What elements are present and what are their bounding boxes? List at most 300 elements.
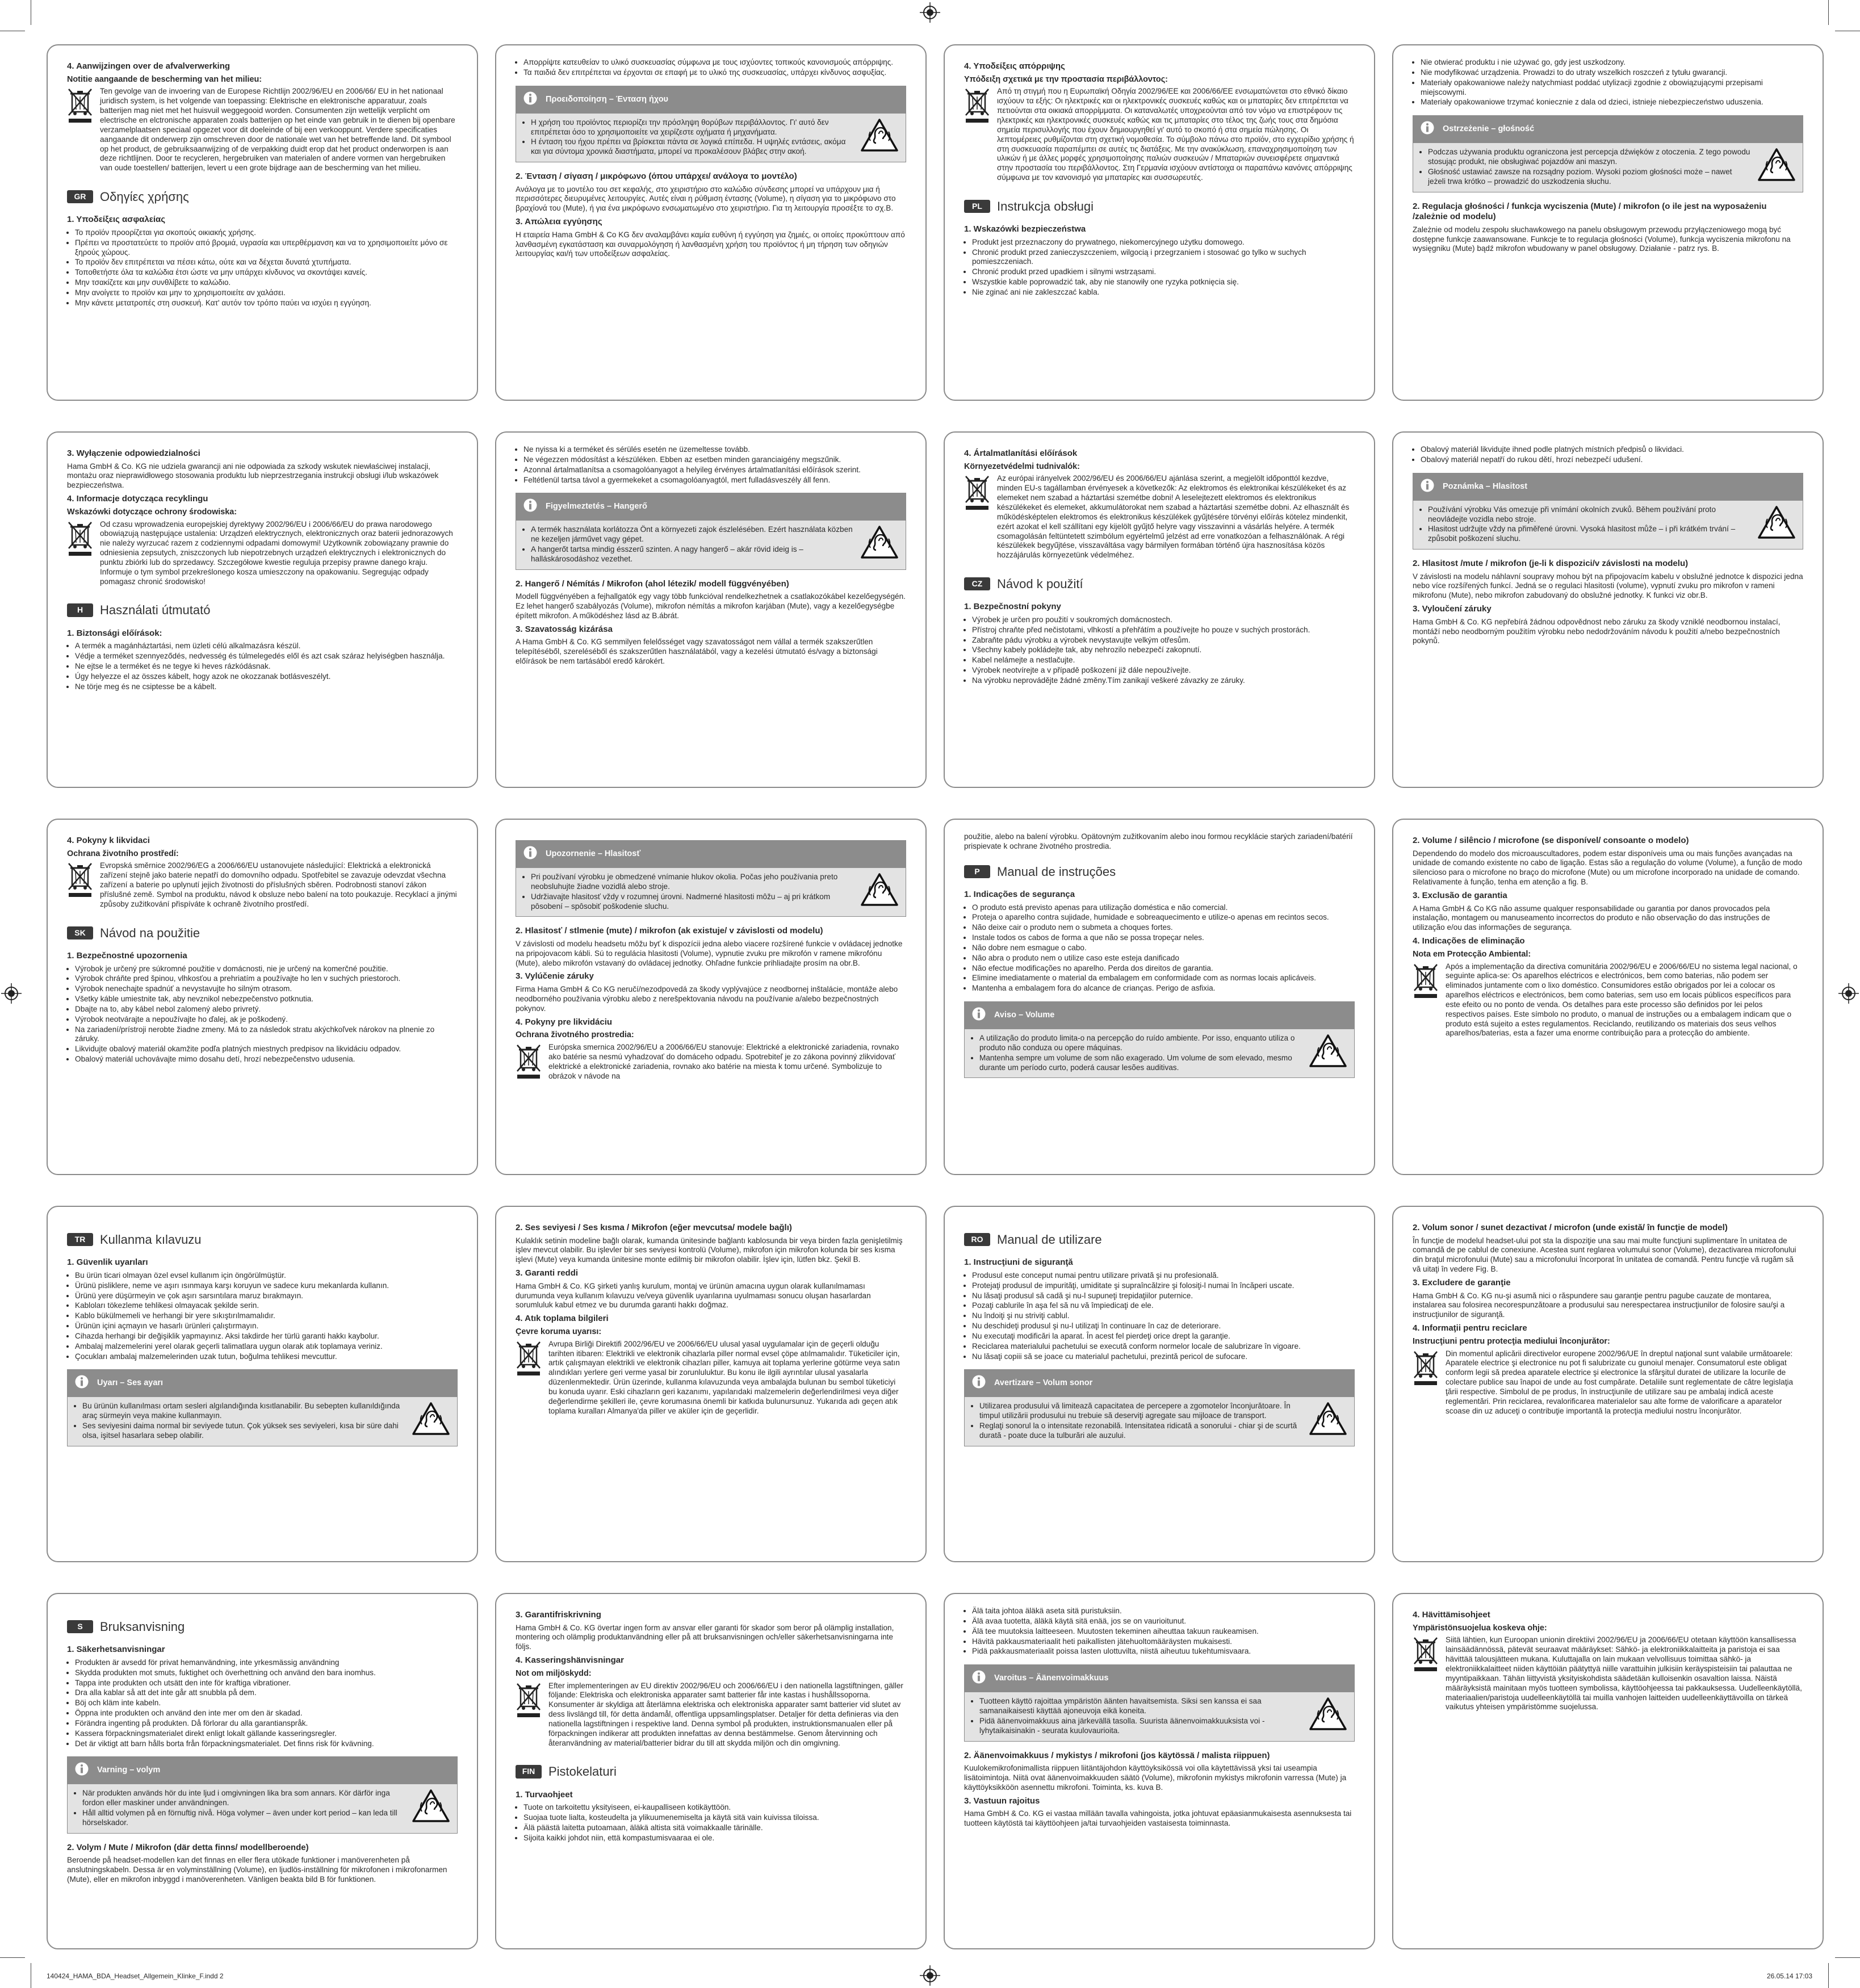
section-heading: 1. Instrucţiuni de siguranţă	[964, 1257, 1073, 1268]
list-item: • Nu lăsaţi produsul să cadă şi nu-l supuneţi trepidaţiilor puternice.	[972, 1291, 1355, 1301]
hearing-damage-icon	[1757, 148, 1797, 187]
list-item: • Kabel nelámejte a nestlačujte.	[972, 656, 1355, 665]
info-icon	[971, 1670, 986, 1688]
warning-header	[68, 1370, 457, 1397]
language-title: Manual de utilizare	[997, 1232, 1102, 1247]
language-code-badge: CZ	[964, 577, 990, 590]
list-item: • Produkten är avsedd för privat hemanvändning, inte yrkesmässig användning	[75, 1658, 458, 1668]
list-item: • Förändra ingenting på produkten. Då förlorar du alla garantianspråk.	[75, 1719, 458, 1729]
section-subheading: Notitie aangaande de bescherming van het milieu:	[67, 74, 262, 84]
warning-item: • Pri používaní výrobku je obmedzené vnímanie hlukov okolia. Počas jeho používania preto neobsluhujte žiadne vozidlá alebo stroje.	[531, 873, 854, 892]
hearing-damage-icon	[860, 873, 900, 912]
warning-item: • Ses seviyesini daima normal bir seviyede tutun. Çok yüksek ses seviyeleri, kısa bir süre dahi olsa, işitsel hasarlara sebep olabilir.	[82, 1421, 406, 1441]
warning-body	[68, 1397, 457, 1445]
list-item: • Likvidujte obalový materiál okamžite podľa platných miestnych predpisov na likvidáciu odpadov.	[75, 1045, 458, 1054]
list-item: • Úgy helyezze el az összes kábelt, hogy azok ne okozzanak botlásveszélyt.	[75, 672, 458, 682]
section-heading: 2. Volume / silêncio / microfone (se disponível/ consoante o modelo)	[1413, 836, 1689, 845]
list-item: • Proteja o aparelho contra sujidade, humidade e sobreaquecimento e utilize-o apenas em recintos secos.	[972, 913, 1355, 922]
crop-mark	[1835, 1957, 1860, 1958]
section-subheading: Υπόδειξη σχετικά με την προστασία περιβάλλοντος:	[964, 74, 1168, 84]
warning-title: Avertizare – Volum sonor	[994, 1378, 1093, 1388]
leaflet-panel	[47, 1206, 478, 1562]
list-item: • Přístroj chraňte před nečistotami, vlhkostí a přehřátím a používejte ho pouze v suchých prostorách.	[972, 626, 1355, 635]
leaflet-panel	[495, 1593, 927, 1949]
registration-mark-icon	[1, 983, 22, 1004]
crossed-bin-icon	[67, 520, 94, 590]
bullet-list	[516, 1803, 906, 1843]
language-code-badge: P	[964, 865, 990, 878]
bullet-list	[516, 58, 906, 78]
section-heading: 3. Szavatosság kizárása	[516, 624, 613, 634]
list-item: • Azonnal ártalmatlanítsa a csomagolóanyagot a helyileg érvényes ártalmatlanítási előírások szerint.	[523, 465, 906, 475]
section-subheading: Ochrana životního prostředí:	[67, 849, 179, 858]
leaflet-panel	[47, 44, 478, 401]
list-item: • Ne törje meg és ne csiptesse be a kábelt.	[75, 682, 458, 692]
crossed-bin-icon	[1413, 1349, 1440, 1420]
crossed-bin-icon	[516, 1340, 543, 1420]
list-item: • Protejaţi produsul de impurităţi, umiditate şi supraîncălzire şi folosiţi-l numai în încăperi uscate.	[972, 1281, 1355, 1291]
bullet-list	[67, 641, 458, 691]
warning-list	[74, 1402, 406, 1441]
list-item: • Nu executaţi modificări la aparat. În acest fel pierdeţi orice drept la garanţie.	[972, 1332, 1355, 1341]
section-heading: 1. Wskazówki bezpieczeństwa	[964, 224, 1086, 234]
crossed-bin-icon	[67, 87, 94, 177]
list-item: • Feltétlenül tartsa távol a gyermekeket a csomagolóanyagtól, mert fulladásveszély áll fenn.	[523, 476, 906, 485]
footer-date: 26.05.14 17:03	[1766, 1972, 1812, 1980]
language-code-badge: S	[67, 1620, 93, 1633]
paragraph: A Hama GmbH & Co KG não assume qualquer responsabilidade ou garantia por danos provocados pela instalação, montagem ou manuseamento incorrectos do produto e não observação do das instruções de utilização e/ou das informações de segurança.	[1413, 904, 1770, 932]
warning-body	[965, 1029, 1354, 1077]
section-heading: 2. Hlasitosť / stlmenie (mute) / mikrofon (ak existuje/ v závislosti od modelu)	[516, 926, 823, 936]
crossed-bin-icon	[67, 861, 94, 912]
list-item: • Reciclarea materialului pachetului se execută conform normelor locale de salubrizare în vigoare.	[972, 1342, 1355, 1352]
list-item: • Τα παιδιά δεν επιτρέπεται να έρχονται σε επαφή με το υλικό της συσκευασίας, υπάρχει κίνδυνος ασφυξίας.	[523, 68, 906, 78]
disposal-notice	[964, 87, 1355, 186]
list-item: • Skydda produkten mot smuts, fuktighet och överhettning och använd den bara inomhus.	[75, 1668, 458, 1678]
info-icon	[971, 1006, 986, 1025]
leaflet-panel	[47, 1593, 478, 1949]
list-item: • Védje a terméket szennyeződés, nedvesség és túlmelegedés elől és azt csak száraz helyiségben használja.	[75, 652, 458, 661]
paragraph: Hama GmbH & Co. KG şirketi yanlış kurulum, montaj ve ürünün amacına uygun olarak kullanılmaması durumunda veya kullanım kılavuzu ve/veya güvenlik uyarılarına uyulmaması sonucu oluşan hasarlardan sorumluluk kabul etmez ve bu durumda garanti hakkı doğmaz.	[516, 1281, 871, 1310]
bullet-list	[67, 1271, 458, 1362]
bullet-list	[964, 903, 1355, 994]
hearing-damage-icon	[860, 525, 900, 564]
paragraph: Η εταιρεία Hama GmbH & Co KG δεν αναλαμβάνει καμία ευθύνη ή εγγύηση για ζημιές, οι οποίες προκύπτουν από λανθασμένη εγκατάσταση και συναρμολόγηση ή λανθασμένη χρήση του προϊόντος ή μη τήρηση των οδηγιών λειτουργίας και/ή των υποδείξεων ασφαλείας.	[516, 230, 905, 258]
list-item: • O produto está previsto apenas para utilização doméstica e não comercial.	[972, 903, 1355, 913]
paragraph: Kulaklık setinin modeline bağlı olarak, kumanda ünitesinde bağlantı kablosunda bir veya birden fazla genişletilmiş işlev mevcut olabilir. Bu işlevler bir ses seviyesi kontrolü (Volume), mikrofon için mikrofon kolunda bir ses kısma işlevi (Mute) veya kumanda ünitesine monte edilmiş bir mikrofon olabilir. İşlev için, lütfen bkz. Şekil B.	[516, 1236, 903, 1264]
registration-mark-icon	[920, 2, 940, 23]
warning-item: • När produkten används hör du inte ljud i omgivningen lika bra som annars. Kör därför inga fordon eller maskiner under användningen.	[82, 1789, 406, 1808]
list-item: • Obalový materiál likvidujte ihned podle platných místních předpisů o likvidaci.	[1421, 445, 1803, 455]
list-item: • Ne nyissa ki a terméket és sérülés esetén ne üzemeltesse tovább.	[523, 445, 906, 455]
leaflet-grid	[47, 44, 1812, 1952]
warning-item: • Håll alltid volymen på en förnuftig nivå. Höga volymer – även under kort period – kan leda till hörselskador.	[82, 1809, 406, 1828]
section-heading: 2. Hlasitost /mute / mikrofon (je-li k dispozici/v závislosti na modelu)	[1413, 559, 1689, 569]
disposal-text: Siitä lähtien, kun Euroopan unionin direktiivi 2002/96/EU ja 2006/66/EU otetaan käyttöön kansallisessa lainsäädännössä, pätevät seuraavat määräykset: Sähkö- ja elektroniikkalaitteita ja paristoja ei saa hävittää talousjätteen mukana. Kuluttajalla on lain mukaan velvollisuus toimittaa sähkö- ja elektroniikkalaitteet niiden käyttöiän päätyttyä niille varattuihin julkisiin keräyspisteisiin tai palauttaa ne myyntipaikkaan. Tähän liittyvistä yksityiskohdista säädetään kulloisenkin osavaltion laissa. Näistä määräyksistä mainitaan myös tuotteen symbolissa, käyttöohjeessa tai pakkauksessa. Uudelleenkäytöllä, materiaalien/paristoja uudelleenkäytöllä tai muilla vanhojen laitteiden uudelleenkäyttävoilla on tärkeä vaikutus yhteisen ympäristömme suojelussa.	[1446, 1635, 1802, 1712]
list-item: • Älä taita johtoa äläkä aseta sitä puristuksiin.	[972, 1607, 1355, 1616]
leaflet-panel	[495, 819, 927, 1175]
list-item: • Ürünü pisliklere, neme ve aşırı ısınmaya karşı koruyun ve sadece kuru mekanlarda kullanın.	[75, 1281, 458, 1291]
paragraph: Zależnie od modelu zespołu słuchawkowego na panelu obsługowym przewodu przyłączeniowego mogą być dostępne funkcje zaawansowane. Funkcje te to regulacja głośności (Volume), funkcja wyciszenia mikrofonu na wysięgniku (Mute) bądź mikrofon wbudowany w panel obsługowy. Działanie - patrz rys. B.	[1413, 225, 1791, 253]
list-item: • Chronić produkt przed zanieczyszczeniem, wilgocią i przegrzaniem i stosować go tylko w suchych pomieszczeniach.	[972, 248, 1355, 267]
section-subheading: Nota em Protecção Ambiental:	[1413, 949, 1531, 959]
paragraph: A Hama GmbH & Co. KG semmilyen felelősséget vagy szavatosságot nem vállal a termék szakszerűtlen telepítéséből, szereléséből és szakszerűtlen használatából, vagy a kezelési útmutató és/vagy a biztonsági előírások be nem tartásából eredő károkért.	[516, 637, 878, 666]
section-heading: 1. Indicações de segurança	[964, 889, 1075, 899]
crossed-bin-icon	[1413, 1635, 1440, 1716]
leaflet-panel	[944, 1206, 1375, 1562]
registration-mark-icon	[920, 1965, 940, 1986]
language-header	[67, 1232, 458, 1247]
list-item: • Älä tee muutoksia laitteeseen. Muutosten tekeminen aiheuttaa takuun raukeamisen.	[972, 1627, 1355, 1637]
hearing-damage-icon	[1757, 505, 1797, 544]
list-item: • A termék a magánháztartási, nem üzleti célú alkalmazásra készül.	[75, 641, 458, 651]
paragraph: Beroende på headset-modellen kan det finnas en eller flera utökade funktioner i manöverenheten på anslutningskabeln. Dessa är en volyminställning (Volume), en ljudlös-inställning för mikrofonen i mikrofonarmen (Mute), eller en mikrofon inbyggd i manöverenheten. Vänligen beakta bild B för funktionen.	[67, 1856, 447, 1884]
warning-body	[1413, 143, 1803, 191]
list-item: • Ne végezzen módosítást a készüléken. Ebben az esetben minden garanciaigény megszűnik.	[523, 455, 906, 465]
warning-item: • Podczas używania produktu ograniczona jest percepcja dźwięków z otoczenia. Z tego powodu stosując produkt, nie obsługiwać pojazdów ani maszyn.	[1428, 148, 1752, 167]
warning-item: • Η χρήση του προϊόντος περιορίζει την πρόσληψη θορύβων περιβάλλοντος. Γι' αυτό δεν επιτρέπεται όσο το χρησιμοποιείτε να χειρίζεστε οχήματα ή μηχανήματα.	[531, 118, 854, 137]
list-item: • Obalový materiál uchovávajte mimo dosahu detí, hrozí nebezpečenstvo udusenia.	[75, 1055, 458, 1064]
leaflet-panel	[944, 44, 1375, 401]
section-heading: 1. Turvaohjeet	[516, 1789, 573, 1800]
section-heading: 3. Garanti reddi	[516, 1268, 579, 1278]
warning-box	[1413, 115, 1803, 192]
section-heading: 4. Pokyny k likvidaci	[67, 836, 150, 845]
hearing-damage-icon	[860, 118, 900, 157]
list-item: • Všechny kabely pokládejte tak, aby nehrozilo nebezpečí zakopnutí.	[972, 645, 1355, 655]
crossed-bin-icon	[1413, 962, 1440, 1042]
list-item: • Nu deschideţi produsul şi nu-l utilizaţi în continuare în caz de deteriorare.	[972, 1322, 1355, 1331]
warning-box	[516, 493, 906, 569]
leaflet-panel	[1392, 1593, 1824, 1949]
list-item: • Não abra o produto nem o utilize caso este esteja danificado	[972, 954, 1355, 963]
leaflet-panel	[495, 1206, 927, 1562]
bullet-list	[964, 238, 1355, 297]
section-subheading: Instrucţiuni pentru protecţia mediului înconjurător:	[1413, 1336, 1610, 1346]
hearing-damage-icon	[1309, 1697, 1348, 1736]
bullet-list	[1413, 445, 1803, 465]
disposal-notice	[516, 1340, 906, 1420]
list-item: • Kabloları tökezleme tehlikesi olmayacak şekilde serin.	[75, 1301, 458, 1311]
leaflet-panel	[47, 431, 478, 788]
language-title: Instrukcja obsługi	[997, 199, 1094, 213]
disposal-notice	[67, 520, 458, 590]
info-icon	[1420, 120, 1435, 139]
leaflet-panel	[944, 819, 1375, 1175]
warning-title: Upozornenie – Hlasitosť	[546, 849, 641, 858]
language-title: Bruksanvisning	[100, 1620, 185, 1634]
disposal-notice	[516, 1681, 906, 1752]
list-item: • Το προϊόν δεν επιτρέπεται να πέσει κάτω, ούτε και να δέχεται δυνατά χτυπήματα.	[75, 258, 458, 267]
language-header	[964, 864, 1355, 879]
list-item: • Suojaa tuote lialta, kosteudelta ja ylikuumenemiselta ja käytä sitä vain kuivissa tiloissa.	[523, 1813, 906, 1823]
list-item: • Nie modyfikować urządzenia. Prowadzi to do utraty wszelkich roszczeń z tytułu gwarancji.	[1421, 68, 1803, 78]
section-heading: 4. Atık toplama bilgileri	[516, 1314, 609, 1324]
warning-body	[965, 1397, 1354, 1445]
section-heading: 1. Güvenlik uyarıları	[67, 1257, 148, 1268]
warning-body	[68, 1784, 457, 1832]
leaflet-panel	[47, 819, 478, 1175]
section-subheading: Ympäristönsuojelua koskeva ohje:	[1413, 1623, 1547, 1633]
list-item: • Wszystkie kable poprowadzić tak, aby nie stanowiły one ryzyka potknięcia się.	[972, 278, 1355, 287]
list-item: • Instale todos os cabos de forma a que não se possa tropeçar neles.	[972, 933, 1355, 943]
warning-header	[516, 493, 906, 521]
bullet-list	[67, 1658, 458, 1749]
paragraph: Firma Hama GmbH & Co KG neručí/nezodpovedá za škody vyplývajúce z neodbornej inštalácie, montáže alebo neodborného používania výrobku alebo z nerešpektovania návodu na používanie a/alebo bezpečnostných pokynov.	[516, 985, 898, 1013]
disposal-notice	[516, 1043, 906, 1084]
warning-box	[67, 1369, 458, 1446]
registration-mark-icon	[1838, 983, 1859, 1004]
list-item: • Nu îndoiţi şi nu striviţi cablul.	[972, 1311, 1355, 1321]
list-item: • Μην κάνετε μετατροπές στη συσκευή. Κατ' αυτόν τον τρόπο παύει να ισχύει η εγγύηση.	[75, 299, 458, 308]
warning-item: • Hlasitost udržujte vždy na přiměřené úrovni. Vysoká hlasitost může – i při krátkém trvání – způsobit poškození sluchu.	[1428, 525, 1752, 544]
warning-title: Ostrzeżenie – głośność	[1443, 124, 1535, 134]
language-header	[516, 1764, 906, 1779]
section-heading: 3. Exclusão de garantia	[1413, 890, 1507, 900]
section-heading: 4. Informacje dotycząca recyklingu	[67, 494, 208, 504]
section-heading: 4. Ártalmatlanítási előírások	[964, 448, 1078, 458]
bullet-list	[67, 964, 458, 1064]
hearing-damage-icon	[1309, 1402, 1348, 1441]
disposal-text: Az európai irányelvek 2002/96/EU és 2006/66/EU ajánlása szerint, a megjelölt időponttól kezdve, minden EU-s tagállamban érvényesek a következők: Az elektromos és elektronikai készülékeket és az elemeket nem szabad a háztartási szemétbe dobni! A leselejtezett elektromos és elektronikus készülékeket és elemeket, akkumulátorokat nem szabad a háztartási szemétbe dobni. Az elhasznált és működésképtelen elektromos és elektronikus készülékek gyűjtésére törvényi előírás kötelez mindenkit, ezért azokat el kell szállítani egy kijelölt gyűjtő helyre vagy visszavinni a vásárlás helyére. A termék csomagolásán feltüntetett szimbólum egyértelmű jelzést ad erre vonatkozóan a felhasználónak. A régi készülékek begyűjtése, visszaváltása vagy bármilyen formában történő újra hasznosítása közös hozzájárulás környezetünk védelméhez.	[997, 474, 1350, 560]
section-heading: 2. Volym / Mute / Mikrofon (där detta finns/ modellberoende)	[67, 1842, 309, 1852]
section-heading: 2. Regulacja głośności / funkcja wyciszenia (Mute) / mikrofon (o ile jest na wyposażeniu /zależnie od modelu)	[1413, 201, 1767, 222]
section-heading: 4. Pokyny pre likvidáciu	[516, 1017, 613, 1027]
list-item: • Não deixe cair o produto nem o submeta a choques fortes.	[972, 923, 1355, 933]
warning-header	[1413, 116, 1803, 143]
crossed-bin-icon	[964, 87, 991, 186]
disposal-text: Efter implementeringen av EU direktiv 2002/96/EU och 2006/66/EU i den nationella lagstiftningen, gäller följande: Elektriska och elektroniska apparater samt batterier får inte kastas i hushållssoporna. Konsumenter är skyldiga att återlämna elektriska och elektroniska apparater samt batterier vid slutet av dess livslängd till, för detta ändamål, offentliga uppsamlingsplatser. Detaljer för detta definieras via den nationella lagstiftningen i respektive land. Denna symbol på produkten, instruktionsmanualen eller på förpackningen indikerar att produkten innefattas av denna bestämmelse. Genom återvinning och återanvändning av material/batterier bidrar du till att skydda miljön och din omgivning.	[548, 1681, 903, 1747]
warning-list	[523, 118, 854, 157]
list-item: • Det är viktigt att barn hålls borta från förpackningsmaterialet. Det finns risk för kvävning.	[75, 1739, 458, 1749]
paragraph: În funcţie de modelul headset-ului pot sta la dispoziţie una sau mai multe funcţiuni suplimentare în unitatea de comandă de pe cablul de conexiune. Acestea sunt reglarea volumului sonor (Volume), dezactivarea microfonului din braţul microfonului (Mute) sau a microfonului încorporat în unitatea de comandă. Pentru funcţie vă rugăm să vă uitaţi în vedere Fig. B.	[1413, 1236, 1796, 1274]
section-heading: 2. Ένταση / σίγαση / μικρόφωνο (όπου υπάρχει/ ανάλογα το μοντέλο)	[516, 171, 797, 182]
warning-body	[516, 868, 906, 916]
warning-item: • Głośność ustawiać zawsze na rozsądny poziom. Wysoki poziom głośności może – nawet jeżeli trwa krótko – prowadzić do uszkodzenia słuchu.	[1428, 167, 1752, 187]
disposal-notice	[964, 474, 1355, 564]
section-heading: 1. Biztonsági előírások:	[67, 628, 162, 638]
list-item: • Bu ürün ticari olmayan özel evsel kullanım için öngörülmüştür.	[75, 1271, 458, 1281]
section-heading: 1. Bezpečnostné upozornenia	[67, 950, 187, 961]
warning-item: • Používání výrobku Vás omezuje při vnímání okolních zvuků. Během používání proto neovládejte vozidla nebo stroje.	[1428, 505, 1752, 525]
list-item: • Na zariadení/prístroji nerobte žiadne zmeny. Má to za následok stratu akýchkoľvek nárokov na plnenie zo záruky.	[75, 1025, 458, 1045]
bullet-list	[964, 1607, 1355, 1656]
section-heading: 2. Volum sonor / sunet dezactivat / microfon (unde există/ în funcţie de model)	[1413, 1223, 1728, 1232]
warning-body	[516, 521, 906, 569]
leaflet-panel	[1392, 1206, 1824, 1562]
list-item: • Produsul este conceput numai pentru utilizare privată şi nu profesională.	[972, 1271, 1355, 1281]
list-item: • Το προϊόν προορίζεται για σκοπούς οικιακής χρήσης.	[75, 228, 458, 238]
bullet-list	[964, 615, 1355, 686]
warning-item: • Mantenha sempre um volume de som não exagerado. Um volume de som elevado, mesmo durante um período curto, poderá causar lesões auditivas.	[979, 1054, 1303, 1073]
paragraph: V závislosti na modelu náhlavní soupravy mohou být na připojovacím kabelu v obslužné jednotce k dispozici jedna nebo více rozšířených funkcí. Jedná se o regulaci hlasitosti (volume), vypnutí zvuku pro mikrofon v rameni mikrofonu (Mute), nebo mikrofon zabudovaný do obslužné jednotky. K funkci viz obr.B.	[1413, 572, 1803, 600]
list-item: • Απορρίψτε κατευθείαν το υλικό συσκευασίας σύμφωνα με τους ισχύοντες τοπικούς κανονισμούς απόρριψης.	[523, 58, 906, 68]
warning-list	[971, 1697, 1303, 1736]
paragraph: Ανάλογα με το μοντέλο του σετ κεφαλής, στο χειριστήριο στο καλώδιο σύνδεσης μπορεί να υπάρχουν μια ή περισσότερες διευρυμένες λειτουργίες. Αυτές είναι η ρύθμιση έντασης (Volume), η σίγαση για το μικρόφωνο στο βραχίονά του (Mute), ή για ένα μικρόφωνο ενσωματωμένο στο χειριστήριο. Για τη λειτουργία προσέξτε το σχ.B.	[516, 184, 896, 213]
language-header	[67, 602, 458, 618]
disposal-notice	[1413, 962, 1803, 1042]
disposal-notice	[1413, 1349, 1803, 1420]
disposal-text: Από τη στιγμή που η Ευρωπαϊκή Οδηγία 2002/96/EE και 2006/66/EE ενσωματώνεται στο εθνικό δίκαιο ισχύουν τα εξής: Οι ηλεκτρικές και οι ηλεκτρονικές συσκευές καθώς και οι μπαταρίες δεν επιτρέπεται να πετιούνται στα οικιακά απορρίμματα. Οι καταναλωτές υποχρεούνται από τον νόμο να επιστρέφουν τις ηλεκτρικές και ηλεκτρονικές συσκευές καθώς και τις μπαταρίες στο τέλος της ζωής τους στα δημόσια σημεία περισυλλογής που έχουν δημιουργηθεί γι' αυτό το σκοπό ή στα σημεία πώλησης. Οι λεπτομέρειες ρυθμίζονται στη σχετική νομοθεσία. Το σύμβολο πάνω στο προϊόν, στο εγχειρίδιο χρήσης ή στη συσκευασία παραπέμπει σε αυτές τις διατάξεις. Με την ανακύκλωση, επαναχρησιμοποίηση των υλικών ή με άλλες μορφές χρησιμοποίησης παλιών συσκευών / Μπαταριών συνεισφέρετε σημαντικά στην προστασία του περιβάλλοντος. Στη Γερμανία ισχύουν αντίστοιχα οι παραπάνω κανόνες απόρριψης σύμφωνα με τον κανονισμό για μπαταρίες και συσσωρευτές.	[997, 87, 1354, 182]
paragraph: Dependendo do modelo dos microauscultadores, podem estar disponíveis uma ou mais funções avançadas na unidade de comando existente no cabo de ligação. Estas são a regulação do volume (Volume), a função de modo silencioso para o microfone no braço do microfone (Mute) ou um microfone incorporado na unidade de comando. Relativamente à função, tenha em atenção a fig. B.	[1413, 849, 1803, 887]
section-heading: 3. Excludere de garanţie	[1413, 1277, 1511, 1287]
language-title: Návod k použití	[997, 577, 1083, 592]
warning-item: • Bu ürünün kullanılması ortam sesleri algılandığında kısıtlanabilir. Bu sebepten kullanıldığında araç sürmeyin veya makine kullanmayın.	[82, 1402, 406, 1421]
disposal-notice	[67, 87, 458, 177]
paragraph: použitie, alebo na balení výrobku. Opätovným zužitkovaním alebo inou formou recyklácie starých zariadení/batérií prispievate k ochrane životného prostredia.	[964, 832, 1353, 850]
list-item: • Hävitä pakkausmateriaalit heti paikallisten jätehuoltomääräysten mukaisesti.	[972, 1637, 1355, 1647]
paragraph: V závislosti od modelu headsetu môžu byť k dispozícii jedna alebo viacere rozšírené funkcie v ovládacej jednotke na pripojovacom kábli. Sú to regulácia hlasitosti (Volume), vypnutie zvuku pre mikrofón v ramene mikrofónu (Mute), alebo mikrofón vstavaný do ovládacej jednotky. Ohľadne funkcie prihliadajte prosím na obr.B.	[516, 939, 903, 967]
paragraph: Hama GmbH & Co. KG nepřebírá žádnou odpovědnost nebo záruku za škody vzniklé neodbornou instalací, montáží nebo neodborným použitím výrobku nebo nedodržováním návodu k použití a/nebo bezpečnostních pokynů.	[1413, 617, 1781, 645]
language-header	[964, 199, 1355, 214]
leaflet-panel	[944, 1593, 1375, 1949]
warning-header	[68, 1757, 457, 1784]
list-item: • Obalový materiál nepatří do rukou dětí, hrozí nebezpečí udušení.	[1421, 455, 1803, 465]
hearing-damage-icon	[412, 1402, 451, 1441]
list-item: • Kassera förpackningsmaterialet direkt enligt lokalt gällande kasseringsregler.	[75, 1729, 458, 1739]
paragraph: Hama GmbH & Co. KG ei vastaa millään tavalla vahingoista, jotka johtuvat epäasianmukaisesta asennuksesta tai tuotteen käytöstä tai käyttöohjeen ja/tai turvaohjeiden vastaisesta toiminnasta.	[964, 1809, 1352, 1828]
section-heading: 4. Kasseringshänvisningar	[516, 1655, 624, 1666]
warning-item: • Udržiavajte hlasitosť vždy v rozumnej úrovni. Nadmerné hlasitosti môžu – aj pri krátkom pôsobení – spôsobiť poškodenie sluchu.	[531, 892, 854, 912]
language-header	[964, 576, 1355, 592]
disposal-text: Ten gevolge van de invoering van de Europese Richtlijn 2002/96/EU en 2006/66/ EU in het nationaal juridisch system, is het volgende van toepassing: Elektrische en elektronische apparatuur, zoals batterijen mag niet met het huisvuil weggegooid worden. Consumenten zijn wettelijk verplicht om electrische en elctronische apparaten zoals batterijen op het einde van gebruik in te dienen bij openbare verzamelplaatsen speciaal opgezet voor dit doeleinde of bij een verkooppunt. Verdere specificaties aangaande dit onderwerp zijn omschreven door de nationale wet van het betreffende land. Dit symbool op het product, de gebruiksaanwijzing of de verpakking duidt erop dat het product onderworpen is aan deze richtlijnen. Door te recycleren, hergebruiken van materialen of andere vormen van hergebruiken van oude toestellen/ batterijen, levert u een grote bijdrage aan de bescherming van het milieu.	[100, 87, 455, 173]
list-item: • Böj och kläm inte kabeln.	[75, 1698, 458, 1708]
warning-header	[965, 1370, 1354, 1397]
section-heading: 3. Απώλεια εγγύησης	[516, 217, 602, 227]
list-item: • Materiały opakowaniowe trzymać koniecznie z dala od dzieci, istnieje niebezpieczeństwo uduszenia.	[1421, 98, 1803, 107]
section-heading: 1. Υποδείξεις ασφαλείας	[67, 215, 166, 225]
warning-item: • Utilizarea produsului vă limitează capacitatea de percepere a zgomotelor înconjurătoare. În timpul utilizării produsului nu trebuie să deserviţi agregate sau mijloace de transport.	[979, 1402, 1303, 1421]
paragraph: Modell függvényében a fejhallgatók egy vagy több funkcióval rendelkezhetnek a csatlakozókábel kezelőegységén. Ez lehet hangerő szabályozás (Volume), mikrofon némítás a mikrofon karjában (Mute), vagy a kezelőegységbe épített mikrofon. A működéshez lásd az B.ábrát.	[516, 592, 906, 620]
list-item: • Ürünün içini açmayın ve hasarlı ürünleri çalıştırmayın.	[75, 1322, 458, 1331]
section-heading: 3. Wyłączenie odpowiedzialności	[67, 448, 200, 458]
warning-title: Varning – volym	[97, 1765, 161, 1775]
language-code-badge: FIN	[516, 1765, 542, 1778]
language-code-badge: H	[67, 603, 93, 616]
section-heading: 2. Ses seviyesi / Ses kısma / Mikrofon (eğer mevcutsa/ modele bağlı)	[516, 1223, 792, 1232]
section-heading: 3. Garantifriskrivning	[516, 1610, 601, 1620]
warning-list	[1420, 505, 1752, 544]
language-title: Pistokelaturi	[548, 1764, 617, 1779]
list-item: • Mantenha a embalagem fora do alcance de crianças. Perigo de asfixia.	[972, 984, 1355, 993]
list-item: • Kablo bükülmemeli ve herhangi bir yere sıkıştırılmamalıdır.	[75, 1311, 458, 1321]
language-code-badge: SK	[67, 926, 93, 940]
list-item: • Μην τσακίζετε και μην συνθλίβετε το καλώδιο.	[75, 278, 458, 288]
bullet-list	[67, 228, 458, 308]
warning-item: • Tuotteen käyttö rajoittaa ympäristön äänten havaitsemista. Siksi sen kanssa ei saa samanaikaisesti käyttää ajoneuvoja eikä koneita.	[979, 1697, 1303, 1716]
list-item: • Não dobre nem esmague o cabo.	[972, 943, 1355, 953]
list-item: • Zabraňte pádu výrobku a výrobek nevystavujte velkým otřesům.	[972, 636, 1355, 645]
warning-list	[1420, 148, 1752, 187]
disposal-text: Din momentul aplicării directivelor europene 2002/96/UE în dreptul naţional sunt valabile următoarele: Aparatele electrice şi electronice nu pot fi salubrizate cu gunoiul menajer. Consumatorul este obligat conform legii să predea aparatele electrice şi electronice la sfârşitul duratei de utilizare la locurile de colectare publice sau înapoi de unde au fost cumpărate. Detaliile sunt reglementate de către legislaţia ţării respective. Simbolul de pe produs, în instrucţiunile de utilizare sau pe ambalaj indică aceste reglementări. Prin reciclarea, revalorificarea materialelor sau alte forme de valorificare a aparatelor scoase din uz aducеţi o contribuţie importantă la protecţia mediului nostru înconjurător.	[1446, 1349, 1794, 1415]
language-code-badge: TR	[67, 1233, 93, 1246]
section-heading: 4. Indicações de eliminação	[1413, 936, 1525, 946]
disposal-text: Od czasu wprowadzenia europejskiej dyrektywy 2002/96/EU i 2006/66/EU do prawa narodowego obowiązują następujące ustalenia: Urządzeń elektrycznych, elektronicznych oraz baterii jednorazowych nie należy wyrzucać razem z codziennymi odpadami domowymi! Użytkownik zobowiązany prawnie do odniesienia zepsutych, zniszczonych lub niepotrzebnych urządzeń elektrycznych i elektronicznych do punktu zbiórki lub do sprzedawcy. Szczegółowe kwestie reguluja przepisy prawne danego kraju. Informuje o tym symbol przekreślonego kosza umieszczony na opakowaniu. Segregując odpady pomagasz chronić środowisko!	[100, 519, 453, 586]
warning-header	[965, 1002, 1354, 1029]
language-code-badge: GR	[67, 190, 93, 203]
warning-list	[971, 1034, 1303, 1073]
list-item: • Výrobok neotvárajte a nepoužívajte ho ďalej, ak je poškodený.	[75, 1015, 458, 1025]
list-item: • Ne ejtse le a terméket és ne tegye ki heves rázkódásnak.	[75, 662, 458, 672]
leaflet-panel	[1392, 44, 1824, 401]
warning-header	[516, 86, 906, 114]
disposal-notice	[67, 861, 458, 912]
warning-box	[1413, 473, 1803, 550]
list-item: • Výrobek je určen pro použití v soukromých domácnostech.	[972, 615, 1355, 625]
warning-item: • Pidä äänenvoimakkuus aina järkevällä tasolla. Suurista äänenvoimakkuuksista voi - lyhytaikaisinakin - seurata kuulovaurioita.	[979, 1717, 1303, 1736]
leaflet-panel	[495, 44, 927, 401]
disposal-text: Európska smernica 2002/96/EU a 2006/66/EU stanovuje: Elektrické a elektronické zariadenia, rovnako ako batérie sa nesmú vyhadzovať do domáceho odpadu. Spotrebiteľ je zo zákona povinný zlikvidovať elektrické a elektronické zariadenia, rovnako ako batérie na miesta k tomu určené. Symbolizuje to obrázok v návode na	[548, 1043, 899, 1080]
language-title: Manual de instruções	[997, 864, 1116, 879]
crop-mark	[1828, 1963, 1829, 1988]
list-item: • Πρέπει να προστατεύετε το προϊόν από βρομιά, υγρασία και υπερθέρμανση και να το χρησιμοποιείτε μόνο σε ξηρούς χώρους.	[75, 238, 458, 258]
leaflet-panel	[944, 431, 1375, 788]
list-item: • Dbajte na to, aby kábel nebol zalomený alebo privretý.	[75, 1005, 458, 1014]
list-item: • Dra alla kablar så att det inte går att snubbla på dem.	[75, 1688, 458, 1698]
language-title: Kullanma kılavuzu	[100, 1232, 202, 1247]
warning-list	[74, 1789, 406, 1828]
crossed-bin-icon	[516, 1043, 543, 1084]
section-heading: 4. Aanwijzingen over de afvalverwerking	[67, 61, 231, 71]
warning-item: • A hangerőt tartsa mindig ésszerű szinten. A nagy hangerő – akár rövid ideig is – halláskárosodáshoz vezethet.	[531, 545, 854, 564]
hearing-damage-icon	[1309, 1034, 1348, 1073]
list-item: • Výrobok je určený pre súkromné použitie v domácnosti, nie je určený na komerčné použitie.	[75, 964, 458, 974]
list-item: • Elimine imediatamente o material da embalagem em conformidade com as normas locais aplicáveis.	[972, 974, 1355, 983]
info-icon	[971, 1374, 986, 1393]
warning-title: Figyelmeztetés – Hangerő	[546, 502, 647, 511]
list-item: • Sijoita kaikki johdot niin, että kompastumisvaaraa ei ole.	[523, 1834, 906, 1843]
hearing-damage-icon	[412, 1789, 451, 1828]
warning-list	[523, 525, 854, 564]
warning-title: Poznámka – Hlasitost	[1443, 481, 1528, 491]
list-item: • Na výrobku neprovádějte žádné změny.Tím zanikají veškeré závazky ze záruky.	[972, 676, 1355, 686]
language-code-badge: PL	[964, 200, 990, 213]
footer-file-name: 140424_HAMA_BDA_Headset_Allgemein_Klinke_F.indd 2	[47, 1972, 224, 1980]
list-item: • Výrobok nenechajte spadnúť a nevystavujte ho silným otrasom.	[75, 984, 458, 994]
section-heading: 3. Vastuun rajoitus	[964, 1796, 1040, 1806]
list-item: • Nie otwierać produktu i nie używać go, gdy jest uszkodzony.	[1421, 58, 1803, 68]
list-item: • Pozaţi cablurile în aşa fel să nu vă împiedicaţi de ele.	[972, 1301, 1355, 1311]
warning-body	[1413, 501, 1803, 549]
list-item: • Tappa inte produkten och utsätt den inte för kraftiga vibrationer.	[75, 1679, 458, 1688]
warning-item: • A utilização do produto limita-o na percepção do ruído ambiente. Por isso, enquanto utiliza o produto não conduza ou opere máquinas.	[979, 1034, 1303, 1053]
section-subheading: Környezetvédelmi tudnivalók:	[964, 462, 1080, 471]
list-item: • Chronić produkt przed upadkiem i silnymi wstrząsami.	[972, 267, 1355, 277]
warning-title: Aviso – Volume	[994, 1010, 1055, 1020]
list-item: • Cihazda herhangi bir değişiklik yapmayınız. Aksi takdirde her türlü garanti hakkı kaybolur.	[75, 1332, 458, 1341]
list-item: • Älä avaa tuotetta, äläkä käytä sitä enää, jos se on vaurioitunut.	[972, 1617, 1355, 1626]
list-item: • Všetky káble umiestnite tak, aby nevznikol nebezpečenstvo potknutia.	[75, 995, 458, 1004]
paragraph: Hama GmbH & Co. KG övertar ingen form av ansvar eller garanti för skador som beror på olämplig installation, montering och olämplig produktanvändning eller på att bruksanvisningen och/eller säkerhetsanvisningarna inte följs.	[516, 1623, 894, 1651]
leaflet-panel	[1392, 431, 1824, 788]
warning-box	[67, 1756, 458, 1833]
bullet-list	[516, 445, 906, 485]
section-heading: 2. Hangerő / Némítás / Mikrofon (ahol létezik/ modell függvényében)	[516, 578, 789, 589]
warning-box	[964, 1369, 1355, 1446]
section-heading: 1. Säkerhetsanvisningar	[67, 1645, 165, 1655]
disposal-text: Evropská směrnice 2002/96/EG a 2006/66/EU ustanovujete následující: Elektrická a elektronická zařízení stejně jako baterie nepatří do domovního odpadu. Spotřebitel se zavazuje odevzdat všechna zařízení a baterie po uplynutí jejich životnosti do příslušných sběren. Podrobnosti stanoví zákon příslušné země. Symbol na produktu, návod k obsluze nebo balení na toto poukazuje. Recyklací a jinými způsoby zužitkování přispíváte k ochraně životního prostředí.	[100, 861, 457, 908]
warning-box	[516, 86, 906, 162]
warning-body	[965, 1692, 1354, 1740]
language-code-badge: RO	[964, 1233, 990, 1246]
warning-header	[965, 1665, 1354, 1692]
warning-box	[964, 1664, 1355, 1741]
language-title: Οδηγίες χρήσης	[100, 190, 189, 204]
warning-item: • Reglaţi sonorul la o intensitate rezonabilă. Intensitatea ridicată a sonorului - chiar şi de scurtă durată - poate duce la tulburări ale auzului.	[979, 1421, 1303, 1441]
info-icon	[1420, 478, 1435, 496]
leaflet-panel	[1392, 819, 1824, 1175]
language-title: Návod na použitie	[100, 925, 200, 940]
